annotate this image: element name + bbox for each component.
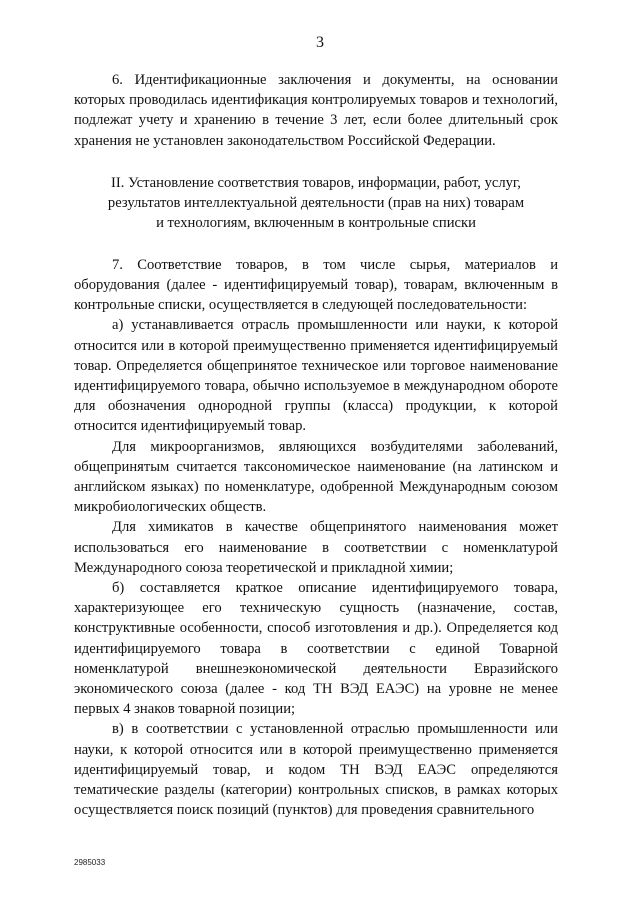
subparagraph-b: б) составляется краткое описание идентифицируемого товара, характеризующее его техническую сущность (назначение, состав, конструктивные особенности, способ изготовления и др.). Определяется код идентифицируемого товара в соответствии с единой Товарной номенклатурой внешнеэкономической деятельности Евразийского экономического союза (далее - код ТН ВЭД ЕАЭС) на уровне не менее первых 4 знаков товарной позиции; [74,580,558,718]
document-body [74,70,558,821]
section-heading-line: результатов интеллектуальной деятельности (прав на них) товарам [107,194,525,211]
paragraph-6: 6. Идентификационные заключения и документы, на основании которых проводилась идентификация контролируемых товаров и технологий, подлежат учету и хранению в течение 3 лет, если более длительный срок хранения не установлен законодательством Российской Федерации. [74,72,558,149]
section-heading [74,173,558,233]
section-heading-line: и технологиям, включенным в контрольные списки [156,214,476,231]
paragraph-microorganisms: Для микроорганизмов, являющихся возбудителями заболеваний, общепринятым считается таксономическое наименование (на латинском и английском языках) по номенклатуре, одобренной Международным союзом микробиологических обществ. [74,438,558,516]
subparagraph-a: а) устанавливается отрасль промышленности или науки, к которой относится или в которой преимущественно применяется идентифицируемый товар. Определяется общепринятое техническое или торговое наименование идентифицируемого товара, обычно используемое в международном обороте для обозначения однородной группы (класса) продукции, к которой относится идентифицируемый товар. [74,317,558,435]
section-heading-line: II. Установление соответствия товаров, информации, работ, услуг, [111,174,521,191]
paragraph-chemicals: Для химикатов в качестве общепринятого наименования может использоваться его наименование в соответствии с номенклатурой Международного союза теоретической и прикладной химии; [74,519,558,576]
subparagraph-v: в) в соответствии с установленной отраслью промышленности или науки, к которой относится или в которой преимущественно применяется идентифицируемый товар, и кодом ТН ВЭД ЕАЭС определяются тематические разделы (категории) контрольных списков, в рамках которых осуществляется поиск позиций (пунктов) для проведения сравнительного [74,721,558,819]
document-code: 2985033 [74,858,106,867]
page-number: 3 [316,34,324,51]
paragraph-7: 7. Соответствие товаров, в том числе сырья, материалов и оборудования (далее - идентифицируемый товар), товарам, включенным в контрольные списки, осуществляется в следующей последовательности: [74,256,558,314]
